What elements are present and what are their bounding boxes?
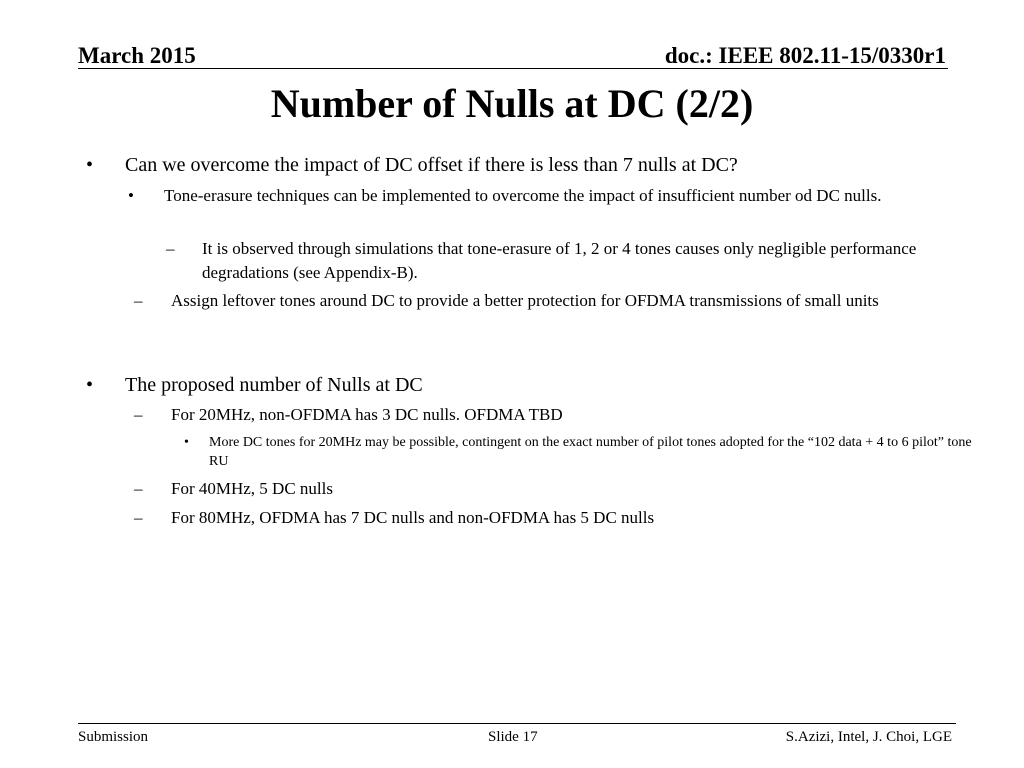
sub-bullet-more-dc-tones <box>166 433 976 471</box>
dash-marker: – <box>134 479 143 498</box>
bullet-marker: • <box>128 186 134 205</box>
bullet-text: Tone-erasure techniques can be implemented to overcome the impact of insufficient number od DC nulls. <box>164 186 882 205</box>
bullet-text: For 80MHz, OFDMA has 7 DC nulls and non-OFDMA has 5 DC nulls <box>171 508 655 527</box>
bullet-marker: • <box>86 154 94 176</box>
dash-marker: – <box>134 405 143 424</box>
dash-item-simulations <box>166 237 946 285</box>
dash-marker: – <box>166 239 175 258</box>
header-doc-id: doc.: IEEE 802.11-15/0330r1 <box>664 43 946 68</box>
bullet-text: More DC tones for 20MHz may be possible, contingent on the exact number of pilot tones adopted for the “102 data + 4 to 6 pilot” tone RU <box>209 435 972 469</box>
dash-item-80mhz <box>126 506 966 530</box>
bullet-proposed-nulls <box>86 373 946 398</box>
footer-slide-number: Slide 17 <box>488 729 538 745</box>
footer-divider <box>78 723 956 724</box>
bullet-text: It is observed through simulations that tone-erasure of 1, 2 or 4 tones causes only negligible performance degradations (see Appendix-B). <box>202 239 917 282</box>
footer-authors: S.Azizi, Intel, J. Choi, LGE <box>785 729 952 745</box>
bullet-dc-offset-question <box>86 153 946 178</box>
bullet-text: Can we overcome the impact of DC offset if there is less than 7 nulls at DC? <box>125 154 738 176</box>
bullet-marker: • <box>184 435 189 450</box>
slide-title: Number of Nulls at DC (2/2) <box>270 81 754 126</box>
footer-submission: Submission <box>78 729 149 745</box>
bullet-text: For 40MHz, 5 DC nulls <box>171 479 333 498</box>
dash-marker: – <box>134 291 143 310</box>
dash-item-40mhz <box>126 477 966 501</box>
bullet-text: The proposed number of Nulls at DC <box>125 374 423 396</box>
dash-marker: – <box>134 508 143 527</box>
bullet-marker: • <box>86 374 94 396</box>
bullet-text: For 20MHz, non-OFDMA has 3 DC nulls. OFDMA TBD <box>171 405 563 424</box>
header-divider <box>78 68 948 69</box>
bullet-text: Assign leftover tones around DC to provide a better protection for OFDMA transmissions of small units <box>171 291 879 310</box>
dash-item-leftover-tones <box>126 289 966 313</box>
sub-bullet-tone-erasure <box>126 184 966 208</box>
dash-item-20mhz <box>126 403 966 427</box>
header-date: March 2015 <box>78 43 196 68</box>
